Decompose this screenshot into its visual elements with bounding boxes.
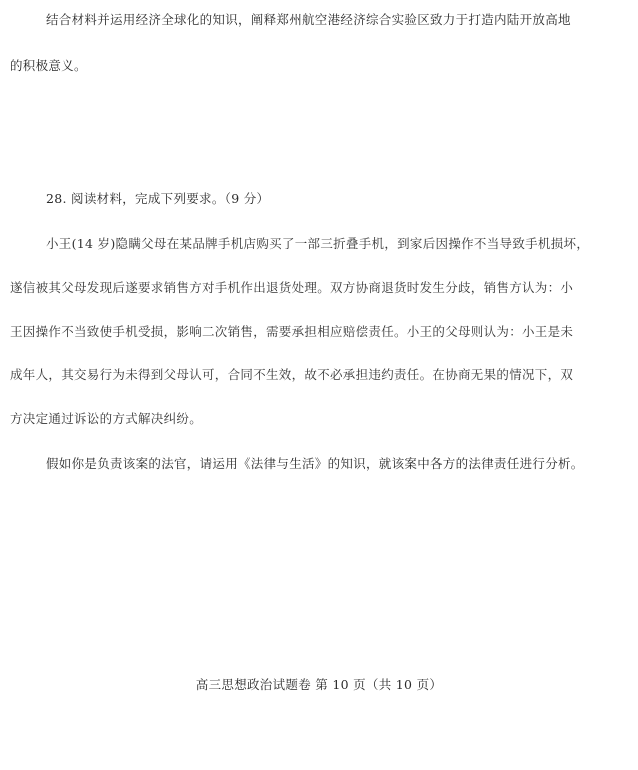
q28-material-line-1: 小王(14 岁)隐瞒父母在某品牌手机店购买了一部三折叠手机，到家后因操作不当导致手机损坏， (46, 236, 590, 251)
q27-text-line-2: 的积极意义。 (10, 58, 87, 73)
q28-material-line-3: 王因操作不当致使手机受损，影响二次销售，需要承担相应赔偿责任。小王的父母则认为：小王是未 (10, 324, 574, 339)
q28-material-line-2: 遂信被其父母发现后遂要求销售方对手机作出退货处理。双方协商退货时发生分歧，销售方认为：小 (10, 280, 574, 295)
q28-title: 28. 阅读材料，完成下列要求。（9 分） (46, 191, 270, 206)
q28-material-line-4: 成年人，其交易行为未得到父母认可，合同不生效，故不必承担违约责任。在协商无果的情况下，双 (10, 367, 574, 382)
q27-text-line-1: 结合材料并运用经济全球化的知识，阐释郑州航空港经济综合实验区致力于打造内陆开放高地 (46, 12, 571, 27)
q28-prompt: 假如你是负责该案的法官，请运用《法律与生活》的知识，就该案中各方的法律责任进行分析。 (46, 456, 584, 471)
q28-material-line-5: 方决定通过诉讼的方式解决纠纷。 (10, 411, 203, 426)
page-footer: 高三思想政治试题卷 第 10 页（共 10 页） (195, 677, 443, 692)
